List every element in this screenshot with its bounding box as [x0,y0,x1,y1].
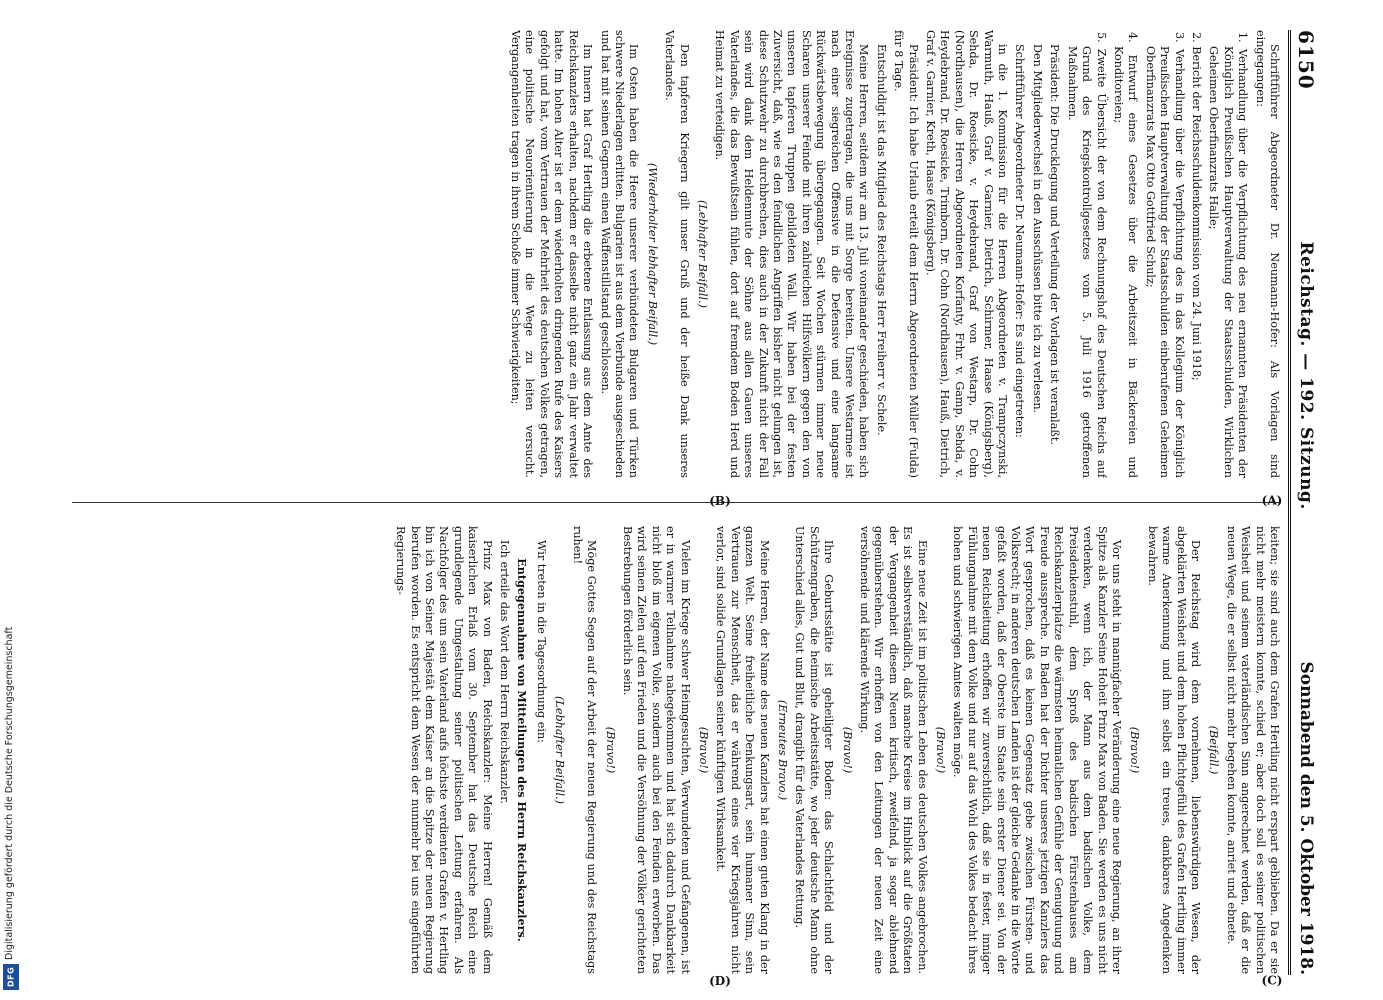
paragraph: Meine Herren, seitdem wir am 13. Juli voneinander geschieden, haben sich Ereignisse zugetragen, die uns mit Sorge bereiten. Unsere Westarmee ist nach einer siegreichen Offensive in die Defensive und eine langsame Rückwärtsbewegung übergegangen. Seit Wochen stürmen immer neue Scharen unserer Feinde mit ihren zahlreichen Hilfsvölkern gegen den von unseren tapferen Truppen gebildeten Wall. Wir haben bei der festen Zuversicht, daß, wie es den feindlichen Angriffen bisher nicht gelungen ist, diese Schutzwehr zu durchbrechen, dies auch in der Zukunft nicht der Fall sein wird dank dem Heldenmute der Söhne aus allen Gauen unseres Vaterlandes, die das Bewußtsein fühlen, dort auf fremdem Boden Herd und Heimat zu verteidigen. [713,30,871,478]
reaction-note: (Erneutes Bravo.) [776,699,789,801]
paragraph: Ich erteile das Wort dem Herrn Reichskanzler. [498,540,512,804]
paragraph: Vielen im Kriege schwer Heimgesuchten, Verwundeten und Gefangenen, ist er in warmer Teilnahme nahegekommen und hat sich dadurch Dankbarkeit nicht bloß im eigenen Volke, sondern auch bei den Feinden erworben. Das wird seinen Zielen auf den Frieden und die Versöhnung der Völker gerichteten Bestrebungen förderlich sein. [620,526,692,974]
reaction-note: (Lebhafter Beifall.) [695,200,709,308]
paragraph: Möge Gottes Segen auf der Arbeit der neuen Regierung und des Reichstags ruhen! [570,526,599,974]
paragraph: Wir treten in die Tagesordnung ein: [534,540,548,743]
margin-label-a: (A) [1261,493,1283,508]
reaction-note: (Beifall.) [1207,725,1221,775]
margin-label-c: (C) [1261,973,1283,988]
paragraph: Den tapferen Kriegern gilt unser Gruß und der heiße Dank unseres Vaterlandes. [663,30,691,478]
reaction-note: (Bravo!) [840,726,854,774]
paragraph: Schriftführer Abgeordneter Dr. Neumann-Hofer: Als Vorlagen sind eingegangen: [1253,30,1281,478]
paragraph: Vor uns steht in mannigfacher Veränderung eine neue Regierung, an ihrer Spitze als Kanzler Seine Hoheit Prinz Max von Baden. Sie werden es uns nicht verdenken, wenn ich, der Mann aus dem badischen Volke, dem Preisdenkenstuhl, dem Sproß des badischen Fürstenhauses am Reichskanzlerplatze die wärmsten heimatlichen Gefühle der Genugtuung und Freude ausspreche. In Baden hat der Dichter unseres jetzigen Kanzlers das Wort gesprochen, daß es keinen Gegensatz gebe zwischen Fürsten- und Volksrecht; in anderen deutschen Landen ist der gleiche Gedanke in die Worte gefaßt worden, daß der Oberste im Staate sein erster Diener sei. Von der neuen Reichsleitung erhoffen wir zuversichtlich, daß sie in fester, inniger Fühlungnahme mit dem Volke und nur auf das Wohl des Volkes bedacht ihres hohen und schwierigen Amtes walten möge. [951,526,1123,974]
paragraph: Entschuldigt ist das Mitglied des Reichstags Herr Freiherr v. Schele. [874,44,888,436]
dfg-logo: DFG [3,964,19,990]
paragraph: keiten; sie sind auch dem Grafen Hertling nicht erspart geblieben. Da er sie nicht mehr meistern konnte, schied er; aber doch soll es seiner politischen Weisheit und seinem vaterländischen Sinn angerechnet werden, daß er die neuen Wege, die er selbst nicht mehr begehen konnte, anriet und ebnete. [1224,526,1281,974]
header-date: Sonnabend den 5. Oktober 1918. [1296,661,1316,975]
reaction-note: (Bravo!) [1128,726,1142,774]
paragraph: Schriftführer Abgeordneter Dr. Neumann-Hofer: Es sind eingetreten: [1013,44,1027,438]
paragraph: Prinz Max von Baden, Reichskanzler: Meine Herren! Gemäß dem kaiserlichen Erlaß vom 30. September hat das Deutsche Reich eine grundlegende Umgestaltung seiner politischen Leitung erfahren. Als Nachfolger des um sein Vaterland aufs höchste verdienten Grafen v. Hertling bin ich von Seiner Majestät dem Kaiser an die Spitze der neuen Regierung berufen worden. Es entspricht dem Wesen der nunmehr bei uns eingeführten Regierungs- [394,526,494,974]
paragraph: Im Osten haben die Heere unserer verbündeten Bulgaren und Türken schwere Niederlagen erlitten. Bulgarien ist aus dem Vierbunde ausgeschieden und hat mit seinen Gegnern einen Waffenstillstand geschlossen. [598,30,641,478]
list-item: 2. Bericht der Reichsschuldenkommission vom 24. Juni 1918; [1189,32,1203,381]
paragraph: Präsident: Ich habe Urlaub erteilt dem Herrn Abgeordneten Müller (Fulda) für 8 Tage. [892,30,920,478]
page-header [1288,30,1321,975]
paragraph: Ihre Geburtsstätte ist geheiligter Boden: das Schlachtfeld und der Schützengraben, die heimische Arbeitsstätte, wo jeder deutsche Mann ohne Unterschied alles, Gut und Blut, drangibt für des Vaterlandes Rettung. [793,526,836,974]
reaction-note: (Bravo!) [934,726,948,774]
list-item: 1. Verhandlung über die Verpflichtung des neu ernannten Präsidenten der Königlich Preußischen Hauptverwaltung der Staatsschulden, Wirklichen Geheimen Oberfinanzrats Halle; [1207,32,1250,478]
digitization-note: Digitalisierung gefördert durch die Deutsche Forschungsgemeinschaft [4,626,15,960]
reaction-note: (Wiederholter lebhafter Beifall.) [645,162,659,346]
margin-label-d: (D) [709,973,731,988]
margin-label-b: (B) [709,493,731,508]
scanned-page-frame [62,20,1327,988]
list-item: 5. Zweite Übersicht der von dem Rechnungshof des Deutschen Reichs auf Grund des Kriegskontrollgesetzes vom 5. Juli 1916 getroffenen Maßnahmen. [1065,32,1108,478]
reaction-note: (Bravo!) [603,726,617,774]
paragraph: Präsident: Die Drucklegung und Verteilung der Vorlagen ist veranlaßt. [1048,44,1062,445]
header-title: Reichstag. — 192. Sitzung. [1296,241,1316,510]
section-heading: Entgegennahme von Mitteilungen des Herrn Reichskanzlers. [515,558,530,942]
page-number: 6150 [1294,30,1318,90]
list-item: 3. Verhandlung über die Verpflichtung des in das Kollegium der Königlich Preußischen Hauptverwaltung der Staatsschulden einberufenen Geheimen Oberfinanzrats Max Otto Gottfried Schulz; [1143,32,1186,478]
side-strip [0,0,22,1000]
scanned-page [62,20,1327,988]
paragraph: Eine neue Zeit ist im politischen Leben des deutschen Volkes angebrochen. Es ist selbstverständlich, daß manche Kreise im Hinblick auf die Größtaten der Vergangenheit diesem Neuen kritisch, zweifelnd, ja sogar ablehnend gegenüberstehen. Wir erhoffen von den Leitungen der neuen Zeit eine versöhnende und klärende Wirkung. [858,526,929,974]
reaction-note: (Lebhafter Beifall.) [553,696,567,804]
paragraph: Im Innern hat Graf Hertling die erbetene Entlassung aus dem Amte des Reichskanzlers erhalten, nachdem er dasselbe nicht ganz ein Jahr verwaltet hatte. Im hohen Alter ist er dem wiederholten dringenden Rufe des Kaisers gefolgt und hat, vom Vertrauen der Mehrheit des deutschen Volkes getragen, eine politische Neuorientierung in die Wege zu leiten versucht. Vergangenheiten tragen in ihrem Schoße immer Schwierigkeiten; [509,30,595,478]
paragraph: Meine Herren, der Name des neuen Kanzlers hat einen guten Klang in der ganzen Welt. Seine freiheitliche Denkungsart, sein humaner Sinn, sein Vertrauen zur Menschheit, das er während eines vier Kriegsjahren nicht verlor, sind solide Grundlagen seiner künftigen Wirksamkeit. [714,526,771,974]
paragraph: Den Mitgliederwechsel in den Ausschüssen bitte ich zu verlesen. [1030,44,1044,414]
list-item: 4. Entwurf eines Gesetzes über die Arbeitszeit in Bäckereien und Konditoreien; [1111,32,1140,478]
paragraph: Der Reichstag wird dem vornehmen, liebenswürdigen Wesen, der abgeklärten Weisheit und dem hohen Pflichtgefühl des Grafen Hertling immer warme Anerkennung und ihm selbst ein treues, dankbares Angedenken bewahren. [1145,526,1202,974]
left-column [72,30,1281,478]
reaction-note: (Bravo!) [696,726,710,774]
page-content [62,20,1327,988]
paragraph: in die 1. Kommission für die Herren Abgeordneten v. Trampczynski, Warmuth, Hauß, Graf v. Garnier, Dietrich, Schirmer, Haase (Königsberg), Sehda, Dr. Roesicke, v. Heydebrand, Graf von Westarp, Dr. Cohn (Nordhausen), die Herren Abgeordneten Korfanty, Frhr. v. Gamp, Sehda, v. Heydebrand, Dr. Roesicke, Trimborn, Dr. Cohn (Nordhausen), Hauß, Dietrich, Graf v. Garnier, Kreth, Haase (Königsberg). [924,30,1010,478]
column-divider [72,502,1281,503]
right-column [72,526,1281,974]
